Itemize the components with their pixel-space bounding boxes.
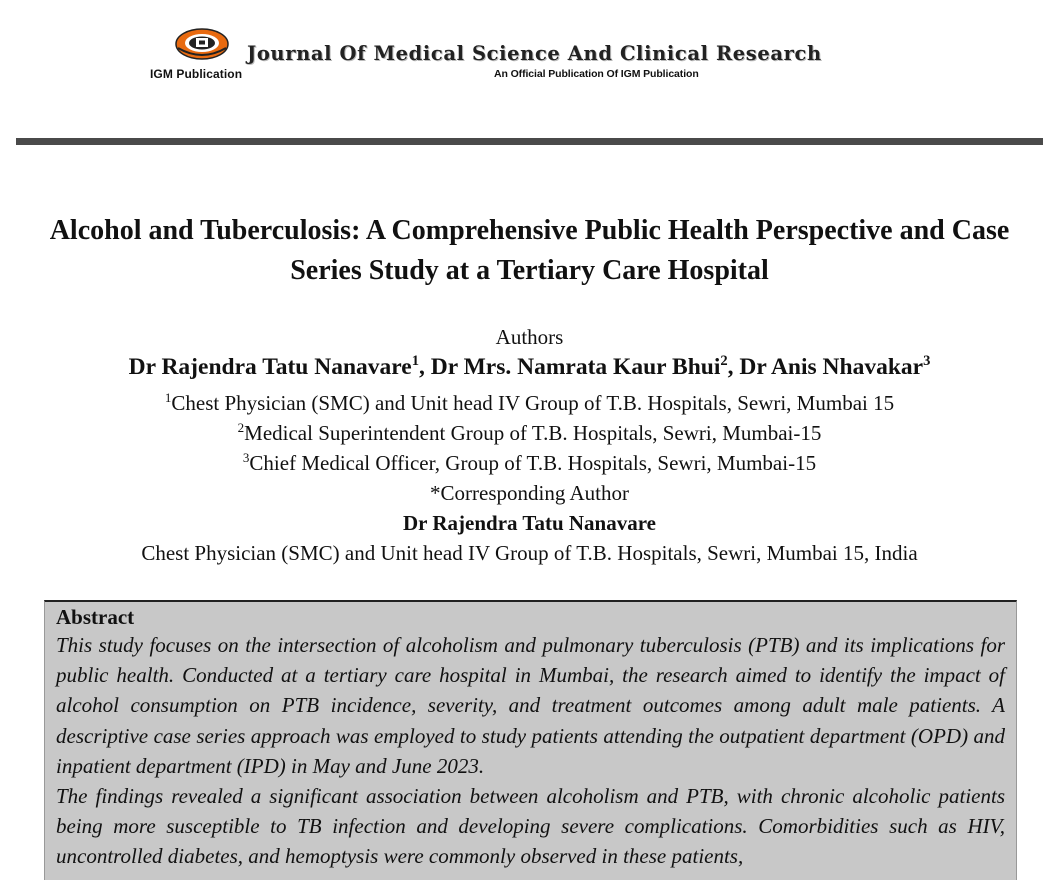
affiliation-superscript: 3 <box>242 450 250 465</box>
affiliation-text: Chief Medical Officer, Group of T.B. Hospitals, Sewri, Mumbai-15 <box>249 451 817 475</box>
affiliation-1 <box>20 391 1039 416</box>
author-separator: , <box>419 354 431 380</box>
igm-logo-icon <box>174 26 230 62</box>
author-superscript: 3 <box>923 353 931 370</box>
publisher-label: IGM Publication <box>150 67 243 81</box>
corresponding-author-affiliation: Chest Physician (SMC) and Unit head IV Group of T.B. Hospitals, Sewri, Mumbai 15, India <box>141 541 918 565</box>
authors-list <box>20 354 1039 381</box>
abstract-box <box>44 600 1017 880</box>
abstract-paragraph: This study focuses on the intersection of alcoholism and pulmonary tuberculosis (PTB) and its implications for public health. Conducted at a tertiary care hospital in Mumbai, the research aimed to identify the impact of alcohol consumption on PTB incidence, severity, and treatment outcomes among adult male patients. A descriptive case series approach was employed to study patients attending the outpatient department (OPD) and inpatient department (IPD) in May and June 2023. <box>56 633 1005 778</box>
journal-header <box>0 0 1059 140</box>
corresponding-author-label: *Corresponding Author <box>430 481 629 505</box>
header-divider <box>16 138 1043 145</box>
author-superscript: 1 <box>411 353 420 370</box>
paper-title: Alcohol and Tuberculosis: A Comprehensive Public Health Perspective and Case Series Study at a Tertiary Care Hospital <box>49 215 1010 286</box>
abstract-heading: Abstract <box>56 605 135 629</box>
journal-subtitle: An Official Publication Of IGM Publication <box>494 68 699 80</box>
affiliation-text: Medical Superintendent Group of T.B. Hospitals, Sewri, Mumbai-15 <box>244 421 822 445</box>
affiliation-superscript: 2 <box>237 420 245 435</box>
abstract-paragraph: The findings revealed a significant association between alcoholism and PTB, with chronic alcoholic patients being more susceptible to TB infection and developing severe complications. Comorbidities such as HIV, uncontrolled diabetes, and hemoptysis were commonly observed in these patients, <box>56 784 1005 869</box>
corresponding-author-name: Dr Rajendra Tatu Nanavare <box>403 511 656 535</box>
author-name: Dr Anis Nhavakar <box>739 354 924 380</box>
author-superscript: 2 <box>720 353 728 370</box>
affiliation-3 <box>20 451 1039 476</box>
affiliation-text: Chest Physician (SMC) and Unit head IV Group of T.B. Hospitals, Sewri, Mumbai 15 <box>171 391 895 415</box>
author-separator: , <box>727 354 740 380</box>
author-name: Dr Rajendra Tatu Nanavare <box>128 354 412 380</box>
affiliation-superscript: 1 <box>164 390 172 405</box>
journal-title: Journal Of Medical Science And Clinical Research <box>247 42 822 65</box>
affiliation-2 <box>20 421 1039 446</box>
authors-label: Authors <box>495 325 564 349</box>
author-name: Dr Mrs. Namrata Kaur Bhui <box>430 354 721 380</box>
